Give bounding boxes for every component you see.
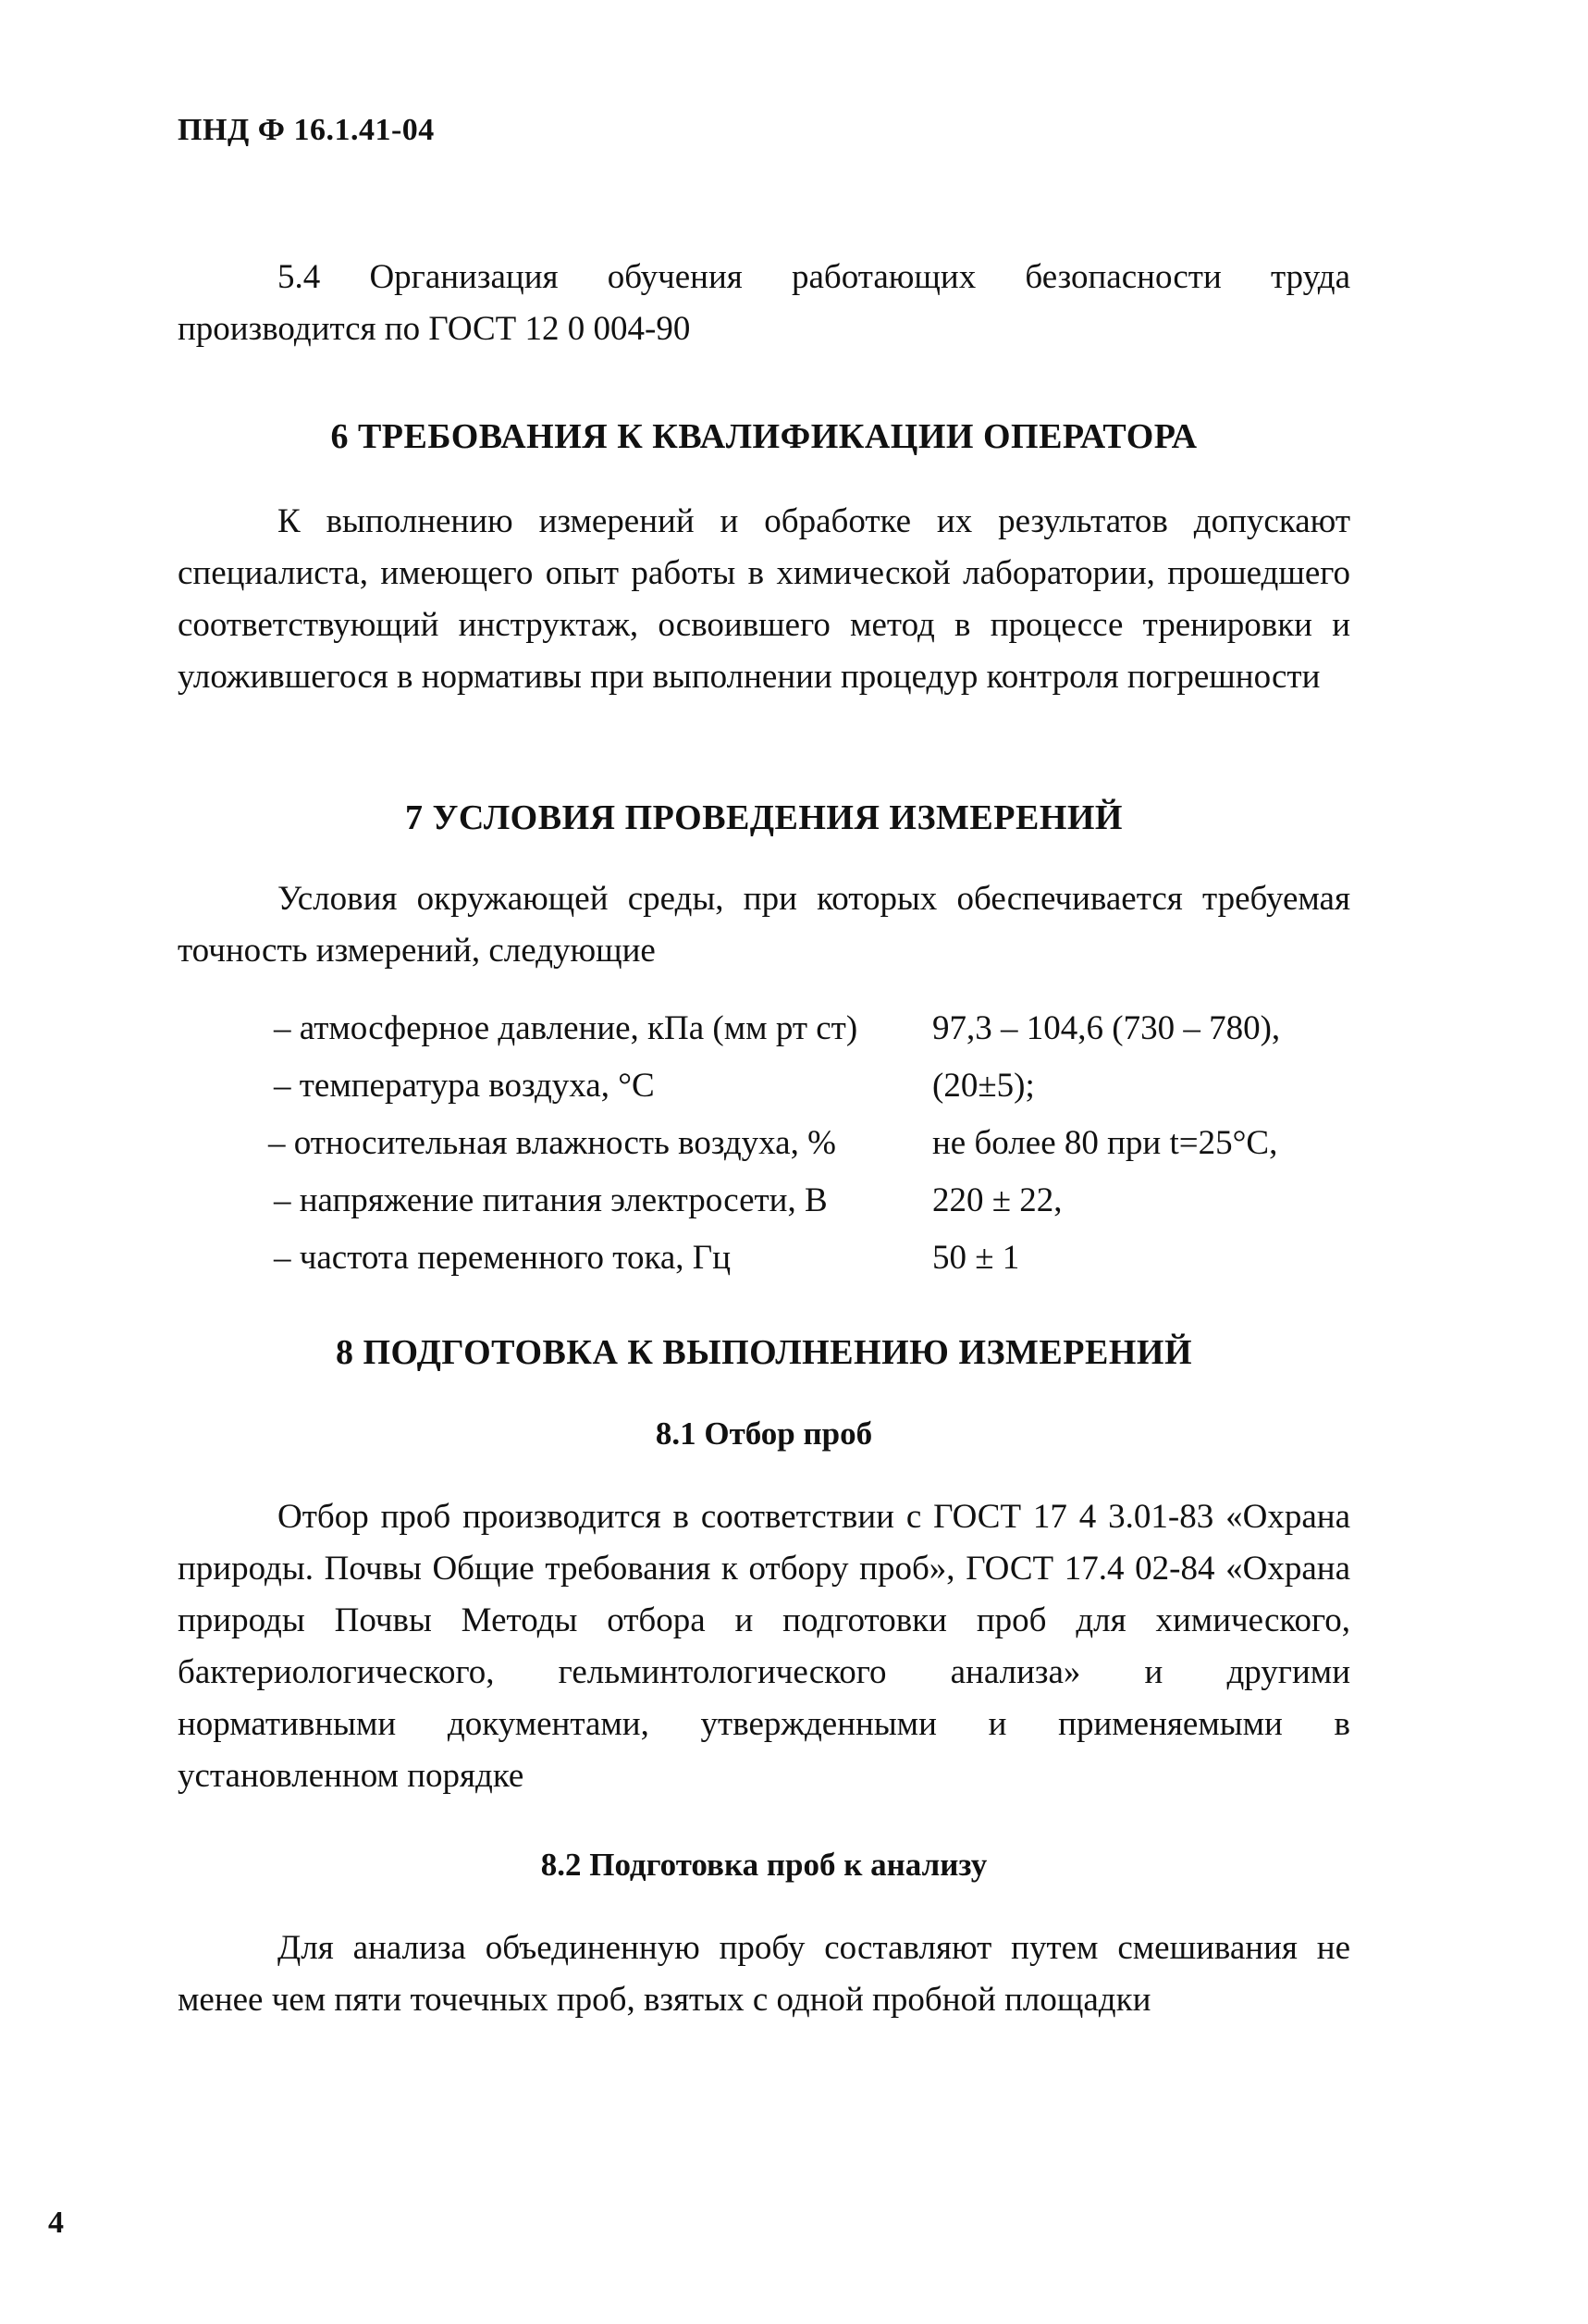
condition-label: – атмосферное давление, кПа (мм рт ст): [274, 1009, 858, 1047]
section-6-heading: 6 ТРЕБОВАНИЯ К КВАЛИФИКАЦИИ ОПЕРАТОРА: [330, 417, 1198, 456]
condition-label: – напряжение питания электросети, В: [274, 1181, 828, 1219]
section-8-1-heading: 8.1 Отбор проб: [655, 1415, 873, 1452]
section-7-intro: Условия окружающей среды, при которых обеспечивается требуемая точность измерений, следующие: [178, 880, 1350, 970]
condition-label: – температура воздуха, °С: [274, 1067, 655, 1105]
page-number: 4: [48, 2206, 64, 2240]
section-8-1-text: Отбор проб производится в соответствии с ГОСТ 17 4 3.01-83 «Охрана природы. Почвы Общие требования к отбору проб», ГОСТ 17.4 02-84 «Охрана природы Почвы Методы отбора и подготовки проб для химического, бактериологического, гельминтологического анализа» и другими нормативными документами, утвержденными и применяемыми в установленном порядке: [178, 1498, 1350, 1795]
section-6-text: К выполнению измерений и обработке их результатов допускают специалиста, имеющего опыт работы в химической лаборатории, прошедшего соответствующий инструктаж, освоившего метод в процессе тренировки и уложившегося в нормативы при выполнении процедур контроля погрешности: [178, 502, 1350, 696]
condition-label: – относительная влажность воздуха, %: [268, 1124, 836, 1162]
document-code: ПНД Ф 16.1.41-04: [178, 113, 435, 147]
condition-value: не более 80 при t=25°С,: [932, 1124, 1278, 1162]
condition-value: 97,3 – 104,6 (730 – 780),: [932, 1009, 1281, 1047]
condition-value: 50 ± 1: [932, 1239, 1020, 1277]
section-8-2-text: Для анализа объединенную пробу составляют путем смешивания не менее чем пяти точечных проб, взятых с одной пробной площадки: [178, 1929, 1350, 2019]
condition-label: – частота переменного тока, Гц: [274, 1239, 731, 1277]
section-7-heading: 7 УСЛОВИЯ ПРОВЕДЕНИЯ ИЗМЕРЕНИЙ: [404, 798, 1123, 837]
section-8-2-heading: 8.2 Подготовка проб к анализу: [540, 1847, 988, 1883]
condition-value: (20±5);: [932, 1067, 1035, 1105]
section-5-4-text: 5.4 Организация обучения работающих безопасности труда производится по ГОСТ 12 0 004-90: [178, 258, 1350, 348]
condition-value: 220 ± 22,: [932, 1181, 1063, 1219]
section-8-heading: 8 ПОДГОТОВКА К ВЫПОЛНЕНИЮ ИЗМЕРЕНИЙ: [335, 1333, 1192, 1372]
